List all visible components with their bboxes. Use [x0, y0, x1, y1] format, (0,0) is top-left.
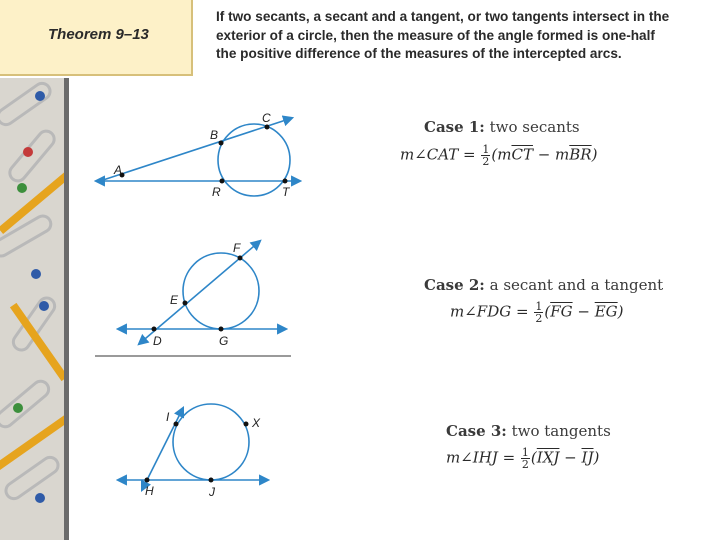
point-f [238, 256, 243, 261]
label-x: X [252, 416, 261, 430]
case1-title [424, 118, 580, 136]
case1-secant-slanted [100, 118, 292, 181]
formula-close: ) [617, 302, 624, 321]
label-f: F [233, 241, 241, 255]
arc-ij: $\overline{IJ}$ [581, 448, 594, 467]
one-half-fraction [481, 144, 490, 167]
formula-minus: − m [532, 145, 570, 164]
label-a: A [114, 163, 123, 177]
formula-close: ) [593, 448, 600, 467]
theorem-line: If two secants, a secant and a tangent, or two tangents intersect in the [216, 9, 670, 24]
case3-formula [446, 447, 599, 470]
label-d: D [153, 334, 162, 348]
one-half-fraction [534, 301, 543, 324]
point-e [183, 301, 188, 306]
formula-open: ( [544, 302, 551, 321]
fraction-numerator: 1 [521, 446, 529, 459]
label-b: B [210, 128, 219, 142]
fraction-denominator: 2 [535, 312, 543, 325]
case3-circle [173, 404, 249, 480]
case3-diagram [118, 404, 268, 499]
arc-eg: $\overline{EG}$ [594, 302, 618, 321]
case1-diagram [96, 111, 300, 199]
case3-title [446, 422, 611, 440]
case2-circle [183, 253, 259, 329]
point-c [265, 125, 270, 130]
formula-lhs: m∠FDG = [450, 302, 534, 321]
fraction-numerator: 1 [535, 300, 543, 313]
label-e: E [170, 293, 179, 307]
case1-formula [400, 144, 597, 167]
point-h [145, 478, 150, 483]
arc-ixj: $\overline{IXJ}$ [536, 448, 560, 467]
case2-title [424, 276, 663, 294]
formula-minus: − [559, 448, 582, 467]
point-i [174, 422, 179, 427]
label-h: H [145, 484, 154, 498]
point-d [152, 327, 157, 332]
formula-minus: − [572, 302, 595, 321]
case2-title-label: Case 2: [424, 276, 485, 294]
arc-ct: $\overline{CT}$ [511, 145, 533, 164]
case1-title-text: two secants [484, 118, 580, 136]
case3-tangent-slanted [142, 408, 183, 490]
case2-formula [450, 301, 623, 324]
label-c: C [262, 111, 271, 125]
case1-title-label: Case 1: [424, 118, 485, 136]
formula-open: ( [530, 448, 537, 467]
arc-br: $\overline{BR}$ [569, 145, 592, 164]
point-t [283, 179, 288, 184]
label-i: I [166, 410, 170, 424]
case2-diagram [118, 241, 286, 348]
point-r [220, 179, 225, 184]
formula-open: (m [491, 145, 512, 164]
arc-fg: $\overline{FG}$ [550, 302, 573, 321]
case1-circle [218, 124, 290, 196]
point-b [219, 141, 224, 146]
fraction-denominator: 2 [521, 458, 529, 471]
label-j: J [209, 485, 215, 499]
theorem-line: exterior of a circle, then the measure of the angle formed is one-half [216, 27, 655, 43]
formula-close: ) [591, 145, 598, 164]
case3-title-text: two tangents [506, 422, 611, 440]
point-j [209, 478, 214, 483]
point-g [219, 327, 224, 332]
label-g: G [219, 334, 229, 348]
label-t: T [282, 185, 290, 199]
fraction-numerator: 1 [482, 143, 490, 156]
case2-title-text: a secant and a tangent [484, 276, 664, 294]
formula-lhs: m∠CAT = [400, 145, 481, 164]
one-half-fraction [521, 447, 530, 470]
formula-lhs: m∠IHJ = [446, 448, 520, 467]
theorem-line: the positive difference of the measures of the intercepted arcs. [216, 46, 622, 61]
case-divider [95, 355, 291, 357]
theorem-label: Theorem 9–13 [48, 26, 149, 43]
fraction-denominator: 2 [482, 155, 490, 168]
point-x [244, 422, 249, 427]
label-r: R [212, 185, 221, 199]
case3-title-label: Case 3: [446, 422, 507, 440]
